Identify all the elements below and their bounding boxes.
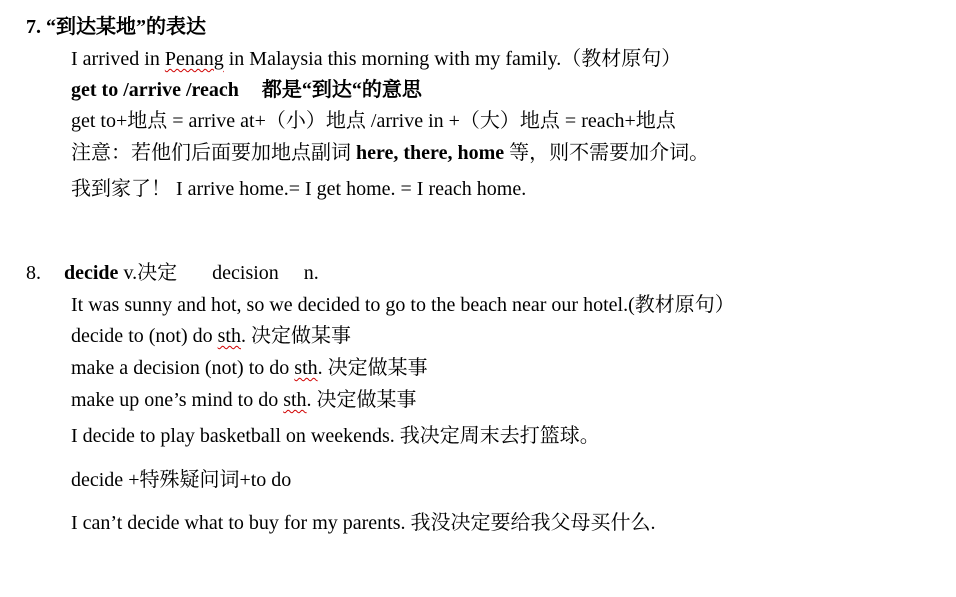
section-8-number: 8. [26,262,41,284]
synonym-words: get to /arrive /reach [71,79,239,101]
section-7-example-sentence [71,46,681,72]
pattern-3-sth: sth [283,389,307,411]
section-8-pattern-question-word: decide +特殊疑问词+to do [71,469,292,491]
section-7-title: “到达某地”的表达 [46,16,206,38]
section-8-word: decide [64,262,119,284]
section-8-pattern-2 [71,355,428,381]
section-8-heading [26,260,319,286]
section-8-word-pos: v.决定 [118,262,178,284]
section-8-example-sentence: It was sunny and hot, so we decided to go to the beach near our hotel.(教材原句） [71,294,735,316]
section-8-noun-pos: n. [303,262,319,284]
section-8-noun: decision [212,262,279,284]
section-8-example-3: I can’t decide what to buy for my parents. 我没决定要给我父母买什么. [71,512,656,534]
section-8-example-2: I decide to play basketball on weekends. 我决定周末去打篮球。 [71,425,600,447]
section-8-pattern-1 [71,323,351,349]
section-7-heading [26,14,206,40]
section-7-number: 7. [26,16,41,38]
pattern-3-meaning: . 决定做某事 [306,389,417,411]
pattern-1-sth: sth [217,325,241,347]
pattern-1-meaning: . 决定做某事 [240,325,351,347]
note-text-end: 等，则不需要加介词。 [504,142,710,164]
pattern-1-text: decide to (not) do [71,325,218,347]
section-7-synonyms [71,77,422,103]
example-word-penang: Penang [164,48,224,70]
synonym-meaning: 都是“到达“的意思 [261,79,422,101]
example-text-start: I arrived in [71,48,165,70]
pattern-2-meaning: . 决定做某事 [317,357,428,379]
section-7-home-example: 我到家了！ I arrive home.= I get home. = I reach home. [71,178,527,200]
pattern-2-text: make a decision (not) to do [71,357,295,379]
note-text-start: 注意：若他们后面要加地点副词 [71,142,356,164]
section-7-pattern: get to+地点 = arrive at+（小）地点 /arrive in +（大）地点 = reach+地点 [71,110,676,132]
section-8-pattern-3 [71,387,417,413]
note-adverbs: here, there, home [356,142,505,164]
section-7-note [71,140,709,166]
example-text-end: in Malaysia this morning with my family.（教材原句） [223,48,682,70]
pattern-3-text: make up one’s mind to do [71,389,284,411]
pattern-2-sth: sth [294,357,318,379]
